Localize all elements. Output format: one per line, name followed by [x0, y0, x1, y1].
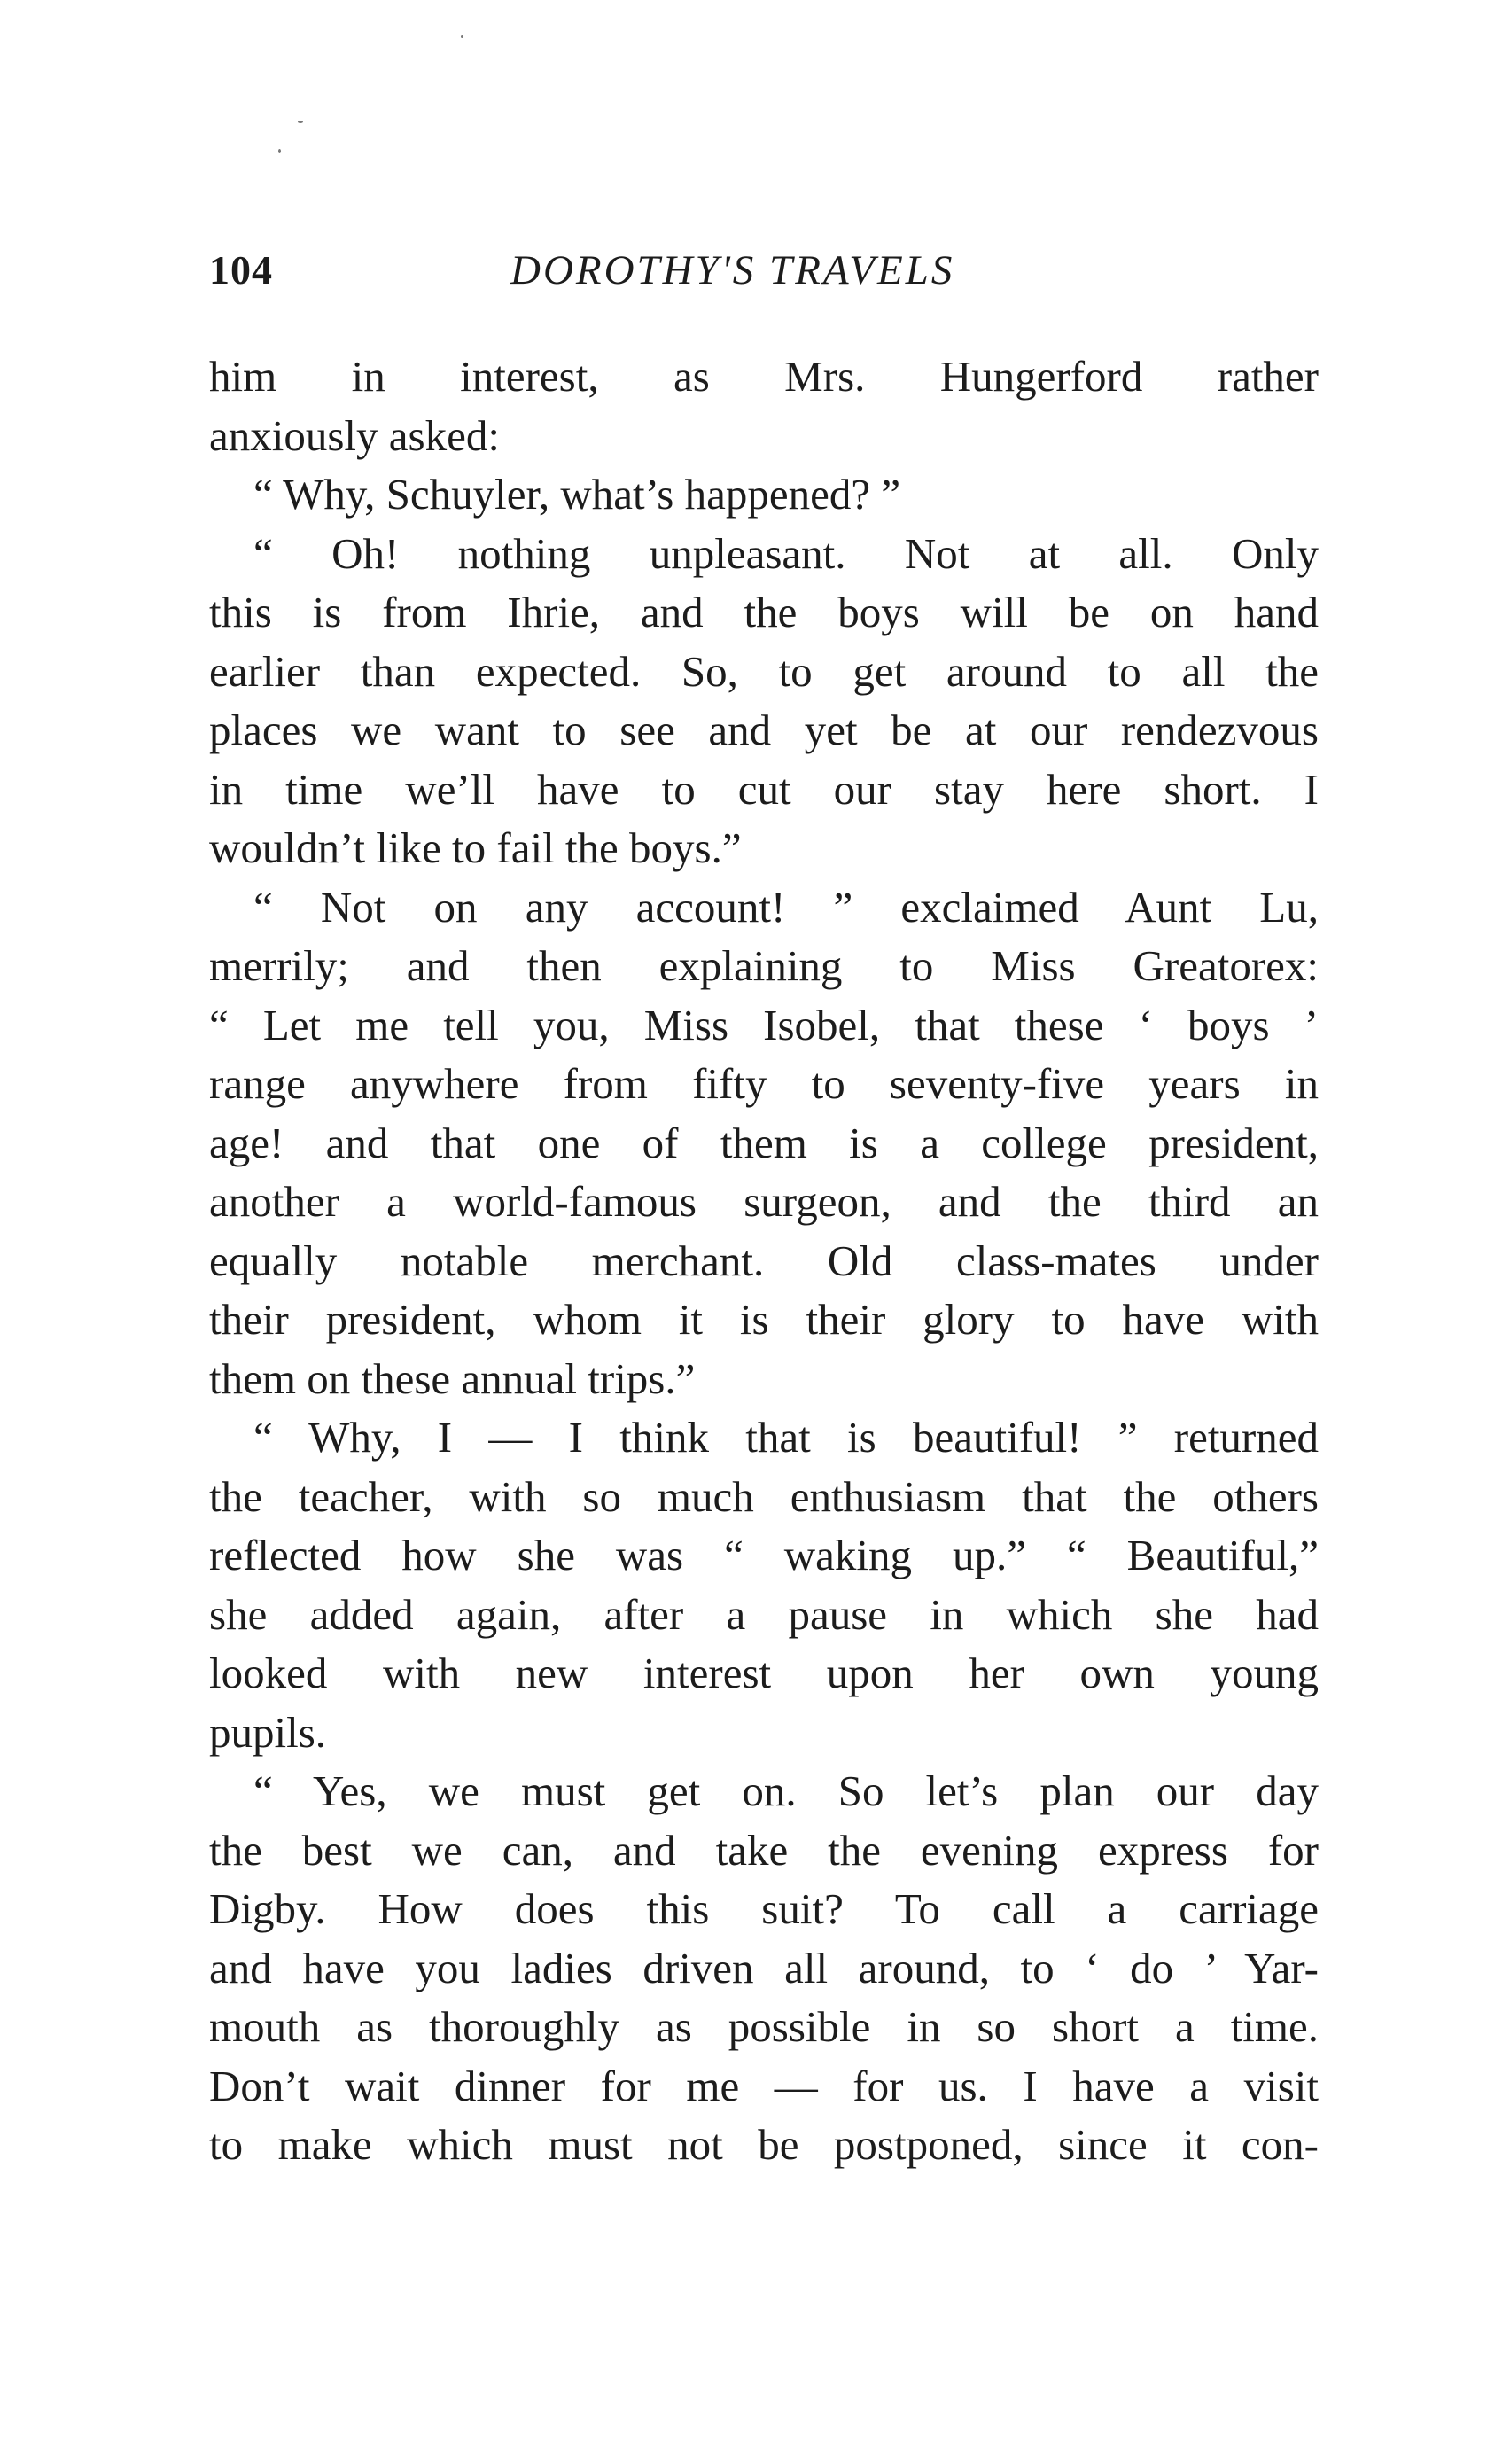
text-line: earlier than expected. So, to get around to all the [209, 646, 1319, 696]
text-line: the teacher, with so much enthusiasm that the others [209, 1471, 1319, 1521]
paper-speck [298, 121, 303, 123]
text-line: she added again, after a pause in which she had [209, 1589, 1319, 1639]
body-text [209, 347, 1319, 2175]
text-line: Don’t wait dinner for me — for us. I have a visit [209, 2061, 1319, 2110]
text-line: Digby. How does this suit? To call a carriage [209, 1884, 1319, 1933]
text-line: “ Why, I — I think that is beautiful! ” returned [253, 1413, 1319, 1462]
paper-speck [278, 149, 281, 153]
text-line: the best we can, and take the evening express for [209, 1825, 1319, 1875]
running-title: DOROTHY'S TRAVELS [510, 247, 955, 293]
text-line: them on these annual trips.” [209, 1353, 696, 1403]
text-line: age! and that one of them is a college president, [209, 1118, 1319, 1167]
text-line: places we want to see and yet be at our rendezvous [209, 706, 1319, 754]
text-line: this is from Ihrie, and the boys will be on hand [209, 588, 1319, 636]
text-line: “ Why, Schuyler, what’s happened? ” [253, 470, 901, 519]
text-line: looked with new interest upon her own young [209, 1649, 1319, 1697]
text-line: pupils. [209, 1707, 327, 1757]
text-line: “ Let me tell you, Miss Isobel, that these ‘ boys ’ [209, 1000, 1319, 1049]
text-line: equally notable merchant. Old class-mates under [209, 1236, 1319, 1285]
text-line: range anywhere from fifty to seventy-five years in [209, 1059, 1319, 1108]
text-line: anxiously asked: [209, 410, 500, 460]
text-line: “ Not on any account! ” exclaimed Aunt Lu, [253, 882, 1319, 932]
paper-speck [461, 35, 463, 38]
page-number: 104 [209, 247, 273, 292]
text-line: mouth as thoroughly as possible in so short a time. [209, 2002, 1319, 2051]
text-line: and have you ladies driven all around, to ‘ do ’ Yar- [209, 1943, 1319, 1992]
text-line: to make which must not be postponed, since it con- [209, 2120, 1319, 2169]
text-line: “ Oh! nothing unpleasant. Not at all. Only [253, 528, 1319, 578]
text-line: another a world-famous surgeon, and the third an [209, 1177, 1319, 1226]
text-line: merrily; and then explaining to Miss Greatorex: [209, 941, 1319, 990]
text-line: him in interest, as Mrs. Hungerford rather [209, 352, 1319, 401]
text-line: wouldn’t like to fail the boys.” [209, 823, 742, 872]
text-line: in time we’ll have to cut our stay here short. I [209, 764, 1319, 814]
text-line: their president, whom it is their glory to have with [209, 1295, 1319, 1344]
running-head [209, 246, 1317, 308]
text-line: reflected how she was “ waking up.” “ Beautiful,” [209, 1531, 1319, 1579]
text-line: “ Yes, we must get on. So let’s plan our day [253, 1766, 1319, 1815]
